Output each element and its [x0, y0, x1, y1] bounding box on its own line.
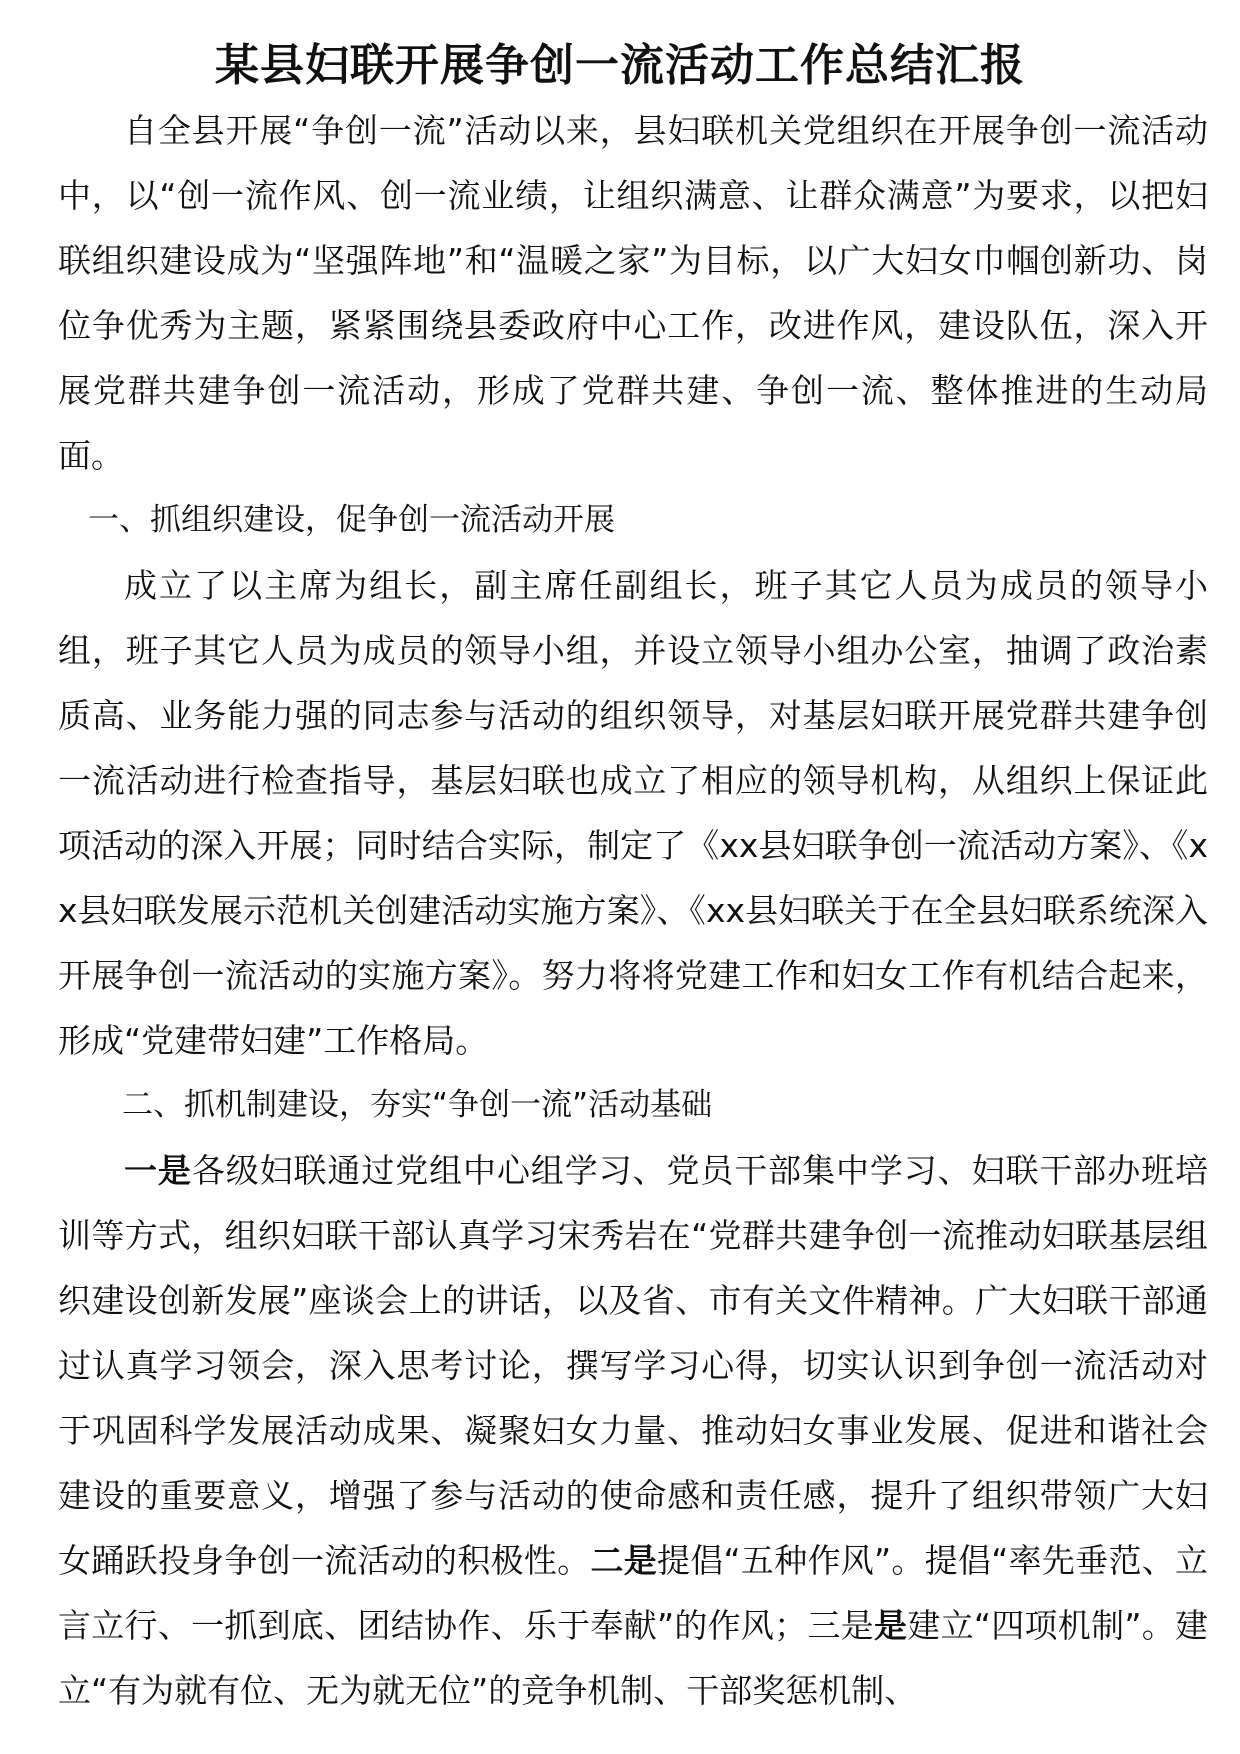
section-2-text-third: 建立“四项机制”。建立“有为就有位、无为就无位”的竞争机制、干部奖惩机制、 [58, 1606, 1208, 1710]
bold-marker-first: 一是 [124, 1151, 192, 1190]
document-body [58, 98, 1208, 1723]
section-2-heading: 二、抓机制建设，夯实“争创一流”活动基础 [122, 1087, 713, 1123]
section-1-paragraph: 成立了以主席为组长，副主席任副组长，班子其它人员为成员的领导小组，班子其它人员为成员的领导小组，并设立领导小组办公室，抽调了政治素质高、业务能力强的同志参与活动的组织领导，对基层妇联开展党群共建争创一流活动进行检查指导，基层妇联也成立了相应的领导机构，从组织上保证此项活动的深入开展；同时结合实际，制定了《xx县妇联争创一流活动方案》、《xx县妇联发展示范机关创建活动实施方案》、《xx县妇联关于在全县妇联系统深入开展争创一流活动的实施方案》。努力将将党建工作和妇女工作有机结合起来，形成“党建带妇建”工作格局。 [58, 566, 1208, 1060]
section-1-heading: 一、抓组织建设，促争创一流活动开展 [88, 502, 615, 538]
section-2-text-second: 提倡“五种作风”。提倡“率先垂范、立言立行、一抓到底、团结协作、乐于奉献”的作风；三是 [58, 1541, 1209, 1645]
section-2-text-first: 各级妇联通过党组中心组学习、党员干部集中学习、妇联干部办班培训等方式，组织妇联干部认真学习宋秀岩在“党群共建争创一流推动妇联基层组织建设创新发展”座谈会上的讲话，以及省、市有关文件精神。广大妇联干部通过认真学习领会，深入思考讨论，撰写学习心得，切实认识到争创一流活动对于巩固科学发展活动成果、凝聚妇女力量、推动妇女事业发展、促进和谐社会建设的重要意义，增强了参与活动的使命感和责任感，提升了组织带领广大妇女踊跃投身争创一流活动的积极性。 [58, 1151, 1209, 1580]
intro-paragraph: 自全县开展“争创一流”活动以来，县妇联机关党组织在开展争创一流活动中，以“创一流作风、创一流业绩，让组织满意、让群众满意”为要求，以把妇联组织建设成为“坚强阵地”和“温暖之家”为目标，以广大妇女巾帼创新功、岗位争优秀为主题，紧紧围绕县委政府中心工作，改进作风，建设队伍，深入开展党群共建争创一流活动，形成了党群共建、争创一流、整体推进的生动局面。 [58, 111, 1208, 475]
bold-marker-second: 二是 [590, 1541, 657, 1580]
bold-marker-third: 是 [874, 1606, 908, 1645]
section-2-paragraph [58, 1138, 1208, 1723]
document-title: 某县妇联开展争创一流活动工作总结汇报 [215, 40, 1025, 91]
